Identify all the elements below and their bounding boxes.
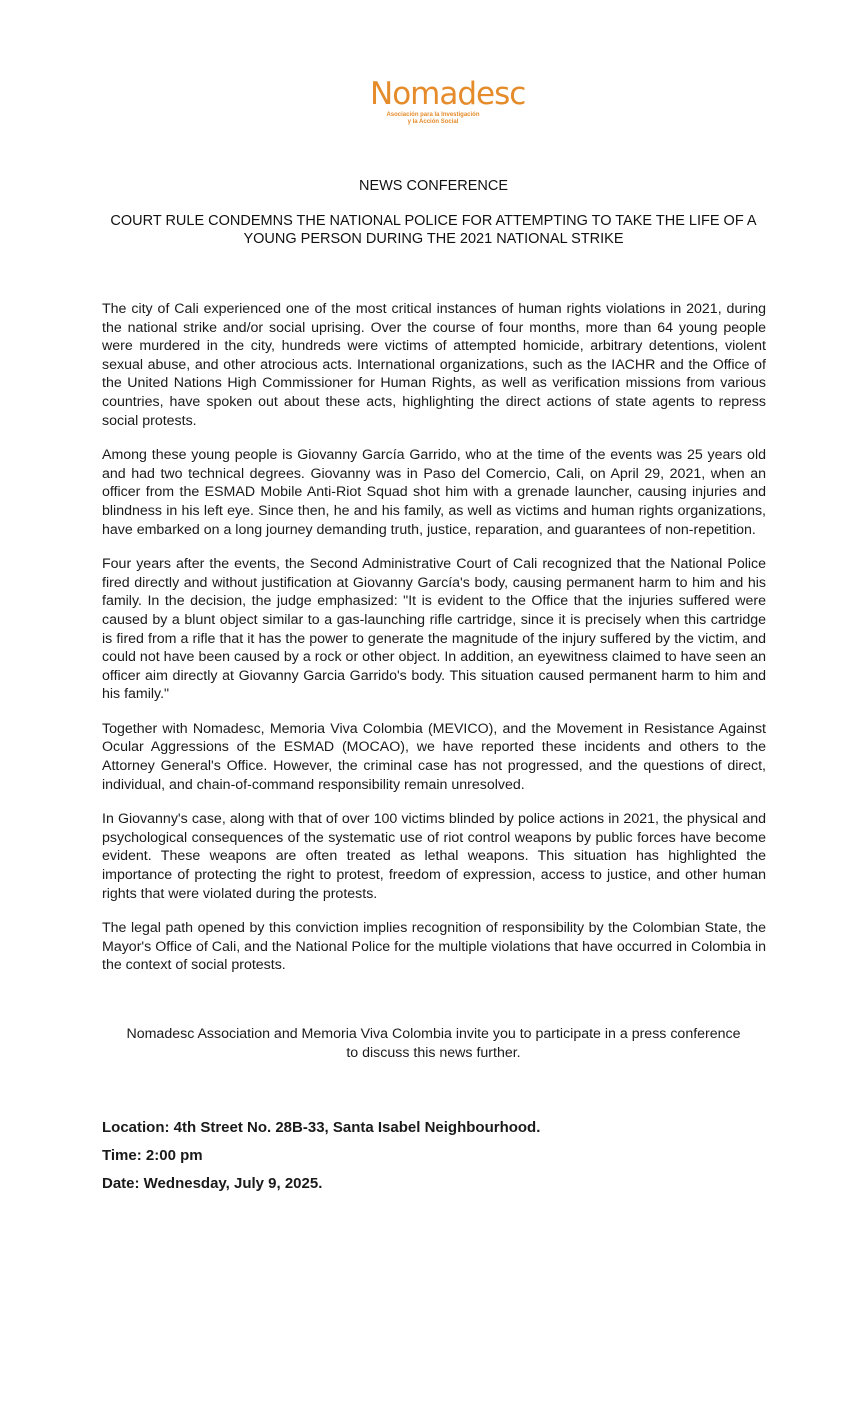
invitation-text: Nomadesc Association and Memoria Viva Colombia invite you to participate in a press conference to discuss this news further. [126,1026,741,1061]
paragraph: In Giovanny's case, along with that of over 100 victims blinded by police actions in 2021, the physical and psychological consequences of the systematic use of riot control weapons by public forces have become evident. These weapons are often treated as lethal weapons. This situation has highlighted the importance of protecting the right to protest, freedom of expression, access to justice, and other human rights that were violated during the protests. [102,811,766,902]
press-release-body [102,300,766,991]
paragraph: Four years after the events, the Second Administrative Court of Cali recognized that the National Police fired directly and without justification at Giovanny García's body, causing permanent harm to him and his family. In the decision, the judge emphasized: "It is evident to the Office that the injuries suffered were caused by a blunt object similar to a gas-launching rifle cartridge, since it is precisely when this cartridge is fired from a rifle that it has the power to generate the magnitude of the injury suffered by the victim, and could not have been caused by a rock or other object. In addition, an eyewitness claimed to have seen an officer aim directly at Giovanny Garcia Garrido's body. This situation caused permanent harm to him and his family." [102,556,766,703]
event-details [102,1114,722,1198]
logo-tagline [378,112,488,126]
press-release-title: COURT RULE CONDEMNS THE NATIONAL POLICE FOR ATTEMPTING TO TAKE THE LIFE OF A YOUNG PERSON DURING THE 2021 NATIONAL STRIKE [110,213,757,247]
event-time: Time: 2:00 pm [102,1147,203,1164]
logo-tagline-line1: Asociación para la Investigación [386,112,480,118]
logo-tagline-line2: y la Acción Social [407,119,459,125]
paragraph: The legal path opened by this conviction implies recognition of responsibility by the Colombian State, the Mayor's Office of Cali, and the National Police for the multiple violations that have occurred in Colombia in the context of social protests. [102,920,766,974]
news-conference-heading: NEWS CONFERENCE [358,178,509,194]
paragraph: Together with Nomadesc, Memoria Viva Colombia (MEVICO), and the Movement in Resistance Against Ocular Aggressions of the ESMAD (MOCAO), we have reported these incidents and others to the Attorney General's Office. However, the criminal case has not progressed, and the questions of direct, individual, and chain-of-command responsibility remain unresolved. [102,720,766,793]
event-location: Location: 4th Street No. 28B-33, Santa Isabel Neighbourhood. [102,1119,541,1136]
logo-wordmark: Nomadesc [370,76,526,112]
event-date: Date: Wednesday, July 9, 2025. [102,1175,323,1192]
paragraph: The city of Cali experienced one of the most critical instances of human rights violations in 2021, during the national strike and/or social uprising. Over the course of four months, more than 64 young people were murdered in the city, hundreds were victims of attempted homicide, arbitrary detentions, violent sexual abuse, and other atrocious acts. International organizations, such as the IACHR and the Office of the United Nations High Commissioner for Human Rights, as well as verification missions from various countries, have spoken out about these acts, highlighting the direct actions of state agents to repress social protests. [102,301,766,429]
paragraph: Among these young people is Giovanny García Garrido, who at the time of the events was 25 years old and had two technical degrees. Giovanny was in Paso del Comercio, Cali, on April 29, 2021, when an officer from the ESMAD Mobile Anti-Riot Squad shot him with a grenade launcher, causing injuries and blindness in his left eye. Since then, he and his family, as well as victims and human rights organizations, have embarked on a long journey demanding truth, justice, reparation, and guarantees of non-repetition. [102,447,766,538]
nomadesc-logo [370,74,526,132]
